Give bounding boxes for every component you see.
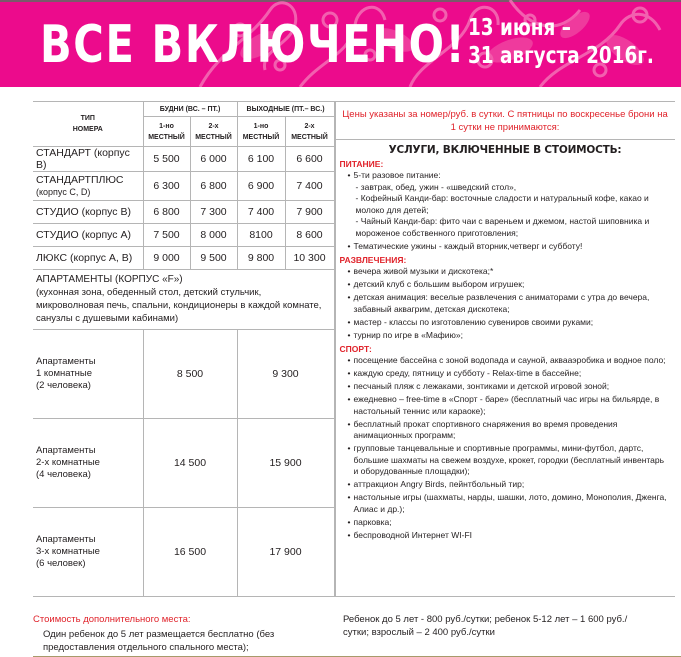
table-row [33,224,334,247]
price-cell: 7 300 [190,201,237,224]
apartment-name-line: (4 человека) [36,469,91,480]
price-table [33,101,335,597]
price-note: Цены указаны за номер/руб. в сутки. С пятницы по воскресенье брони на 1 сутки не принимаются: [336,101,675,140]
price-cell: 6 000 [190,147,237,172]
sub-header-line2: МЕСТНЫЙ [291,133,328,141]
sub-header [285,117,334,147]
weekday-price: 16 500 [143,508,237,597]
sub-item: - Кофейный Канди-бар: восточные сладости и натуральный кофе, какао и молоко для детей; [355,193,649,215]
price-cell: 6 100 [237,147,285,172]
apartment-name-line: Апартаменты [36,534,96,545]
services-title: УСЛУГИ, ВКЛЮЧЕННЫЕ В СТОИМОСТЬ: [388,144,622,156]
price-cell: 7 500 [143,224,190,247]
weekday-price: 8 500 [143,330,237,419]
list-item [348,170,671,239]
table-row [33,508,334,597]
weekday-price: 14 500 [143,419,237,508]
weekend-price: 15 900 [237,419,334,508]
table-row [33,201,334,224]
price-cell: 7 400 [285,172,334,201]
section-sport-title: СПОРТ: [339,344,372,354]
price-cell: 8100 [237,224,285,247]
sub-header-line1: 1-но [253,122,269,130]
list-item: • посещение бассейна с зоной водопада и сауной, аквааэробика и водное поло; [348,355,671,367]
date-range [468,14,654,70]
sub-header-line1: 1-но [159,122,174,130]
room-type-header [33,102,143,147]
apartment-name [33,330,143,419]
price-cell: 6 800 [143,201,190,224]
sub-item: - завтрак, обед, ужин - «шведский стол», [355,181,517,192]
apartment-name-line: 1 комнатные [36,368,93,379]
footer [33,613,681,657]
sub-header-line2: МЕСТНЫЙ [242,133,280,141]
price-cell: 9 500 [190,247,237,270]
main-content [0,101,681,597]
price-cell: 8 600 [285,224,334,247]
apartments-description-row [33,270,334,330]
weekend-group-header: ВЫХОДНЫЕ (ПТ.– ВС.) [237,102,334,117]
apartment-name-line: 3-х комнатные [36,546,100,557]
table-row [33,247,334,270]
sub-header-line2: МЕСТНЫЙ [148,133,185,141]
price-cell: 7 900 [285,201,334,224]
list-item: • настольные игры (шахматы, нарды, шашки, лото, домино, Монополия, Дженга, Алиас и др.); [348,492,671,515]
list-item: • детская анимация: веселые развлечения с аниматорами с утра до вечера, забавный аквагрим, детская дискотека; [348,292,671,315]
date-end: 31 августа 2016г. [468,43,654,69]
apartments-amenities: (кухонная зона, обеденный стол, детский стульчик, микроволновая печь, спальни, кондиционеры в каждой комнате, санузлы с душевыми кабинами) [36,287,322,324]
weekday-group-header: БУДНИ (ВС. – ПТ.) [143,102,237,117]
price-cell: 9 800 [237,247,285,270]
sub-header-line1: 2-х [304,122,315,130]
header-banner [0,0,681,87]
price-cell: 9 000 [143,247,190,270]
price-cell: 5 500 [143,147,190,172]
room-name: СТУДИО (корпус А) [33,224,143,247]
section-food-title: ПИТАНИЕ: [339,159,384,169]
apartment-name-line: (6 человек) [36,558,86,569]
room-name-line1: СТАНДАРТПЛЮС [36,174,124,186]
sub-header-line2: МЕСТНЫЙ [195,133,232,141]
extra-bed-prices: Ребенок до 5 лет - 800 руб./сутки; ребенок 5-12 лет – 1 600 руб./сутки; взрослый – 2 400 руб./сутки [343,614,628,638]
list-item: • ежедневно – free-time в «Спорт - баре» (бесплатный час игры на бильярде, в настольный теннис или караоке); [348,394,671,417]
list-item-text: • 5-ти разовое питание: [353,170,441,180]
apartments-title: АПАРТАМЕНТЫ (КОРПУС «F») [36,274,183,285]
sub-header-line1: 2-х [208,122,219,130]
table-row [33,419,334,508]
sub-header [143,117,190,147]
apartment-name-line: 2-х комнатные [36,457,100,468]
price-cell: 7 400 [237,201,285,224]
room-name: ЛЮКС (корпус А, В) [33,247,143,270]
price-cell: 6 600 [285,147,334,172]
price-cell: 8 000 [190,224,237,247]
apartment-name-line: Апартаменты [36,445,96,456]
extra-bed-title: Стоимость дополнительного места: [33,614,191,625]
footer-left [33,613,333,654]
section-entertainment-title: РАЗВЛЕЧЕНИЯ: [339,255,407,265]
page-title: ВСЕ ВКЛЮЧЕНО! [40,15,467,75]
room-name [33,172,143,201]
price-cell: 6 300 [143,172,190,201]
room-name-line2: (корпус С, D) [36,187,91,197]
apartment-name-line: (2 человека) [36,380,91,391]
sub-header [190,117,237,147]
list-item: • мастер - классы по изготовлению сувениров своими руками; [348,317,671,329]
sub-header [237,117,285,147]
list-item: • групповые танцевальные и спортивные программы, мини-футбол, дартс, большие шахматы на свежем воздухе, крокет, городки (бесплатный инвентарь и оборудованные площадки); [348,443,671,478]
table-row [33,330,334,419]
extra-bed-free-child: Один ребенок до 5 лет размещается бесплатно (без предоставления отдельного спального места); [43,629,275,653]
sub-item: - Чайный Канди-бар: фито чаи с вареньем и джемом, настой шиповника и мороженое собственного приготовления; [355,216,650,238]
date-start: 13 июня – [468,15,571,41]
apartment-name [33,419,143,508]
food-list [336,170,675,252]
list-item: • песчаный пляж с лежаками, зонтиками и детской игровой зоной; [348,381,671,393]
table-row [33,172,334,201]
price-cell: 6 900 [237,172,285,201]
weekend-price: 9 300 [237,330,334,419]
entertainment-list [336,266,675,341]
sport-list [336,355,675,541]
room-type-header-line1: ТИП [80,115,95,122]
room-name: СТАНДАРТ (корпус В) [33,147,143,172]
list-item: • аттракцион Angry Birds, пейнтбольный тир; [348,479,671,491]
list-item: • бесплатный прокат спортивного снаряжения во время проведения анимационных программ; [348,419,671,442]
list-item: • парковка; [348,517,671,529]
weekend-price: 17 900 [237,508,334,597]
room-name: СТУДИО (корпус В) [33,201,143,224]
list-item: • каждую среду, пятницу и субботу - Relax-time в бассейне; [348,368,671,380]
services-panel [335,101,675,597]
price-cell: 10 300 [285,247,334,270]
list-item: • вечера живой музыки и дискотека;* [348,266,671,278]
apartment-name [33,508,143,597]
list-item: • беспроводной Интернет WI-FI [348,530,671,542]
apartments-description [33,270,334,330]
price-cell: 6 800 [190,172,237,201]
list-item: • турнир по игре в «Мафию»; [348,330,671,342]
apartment-name-line: Апартаменты [36,356,96,367]
table-row [33,147,334,172]
room-type-header-line2: НОМЕРА [72,126,103,133]
list-item: • Тематические ужины - каждый вторник,четверг и субботу! [348,241,671,253]
list-item: • детский клуб с большим выбором игрушек; [348,279,671,291]
